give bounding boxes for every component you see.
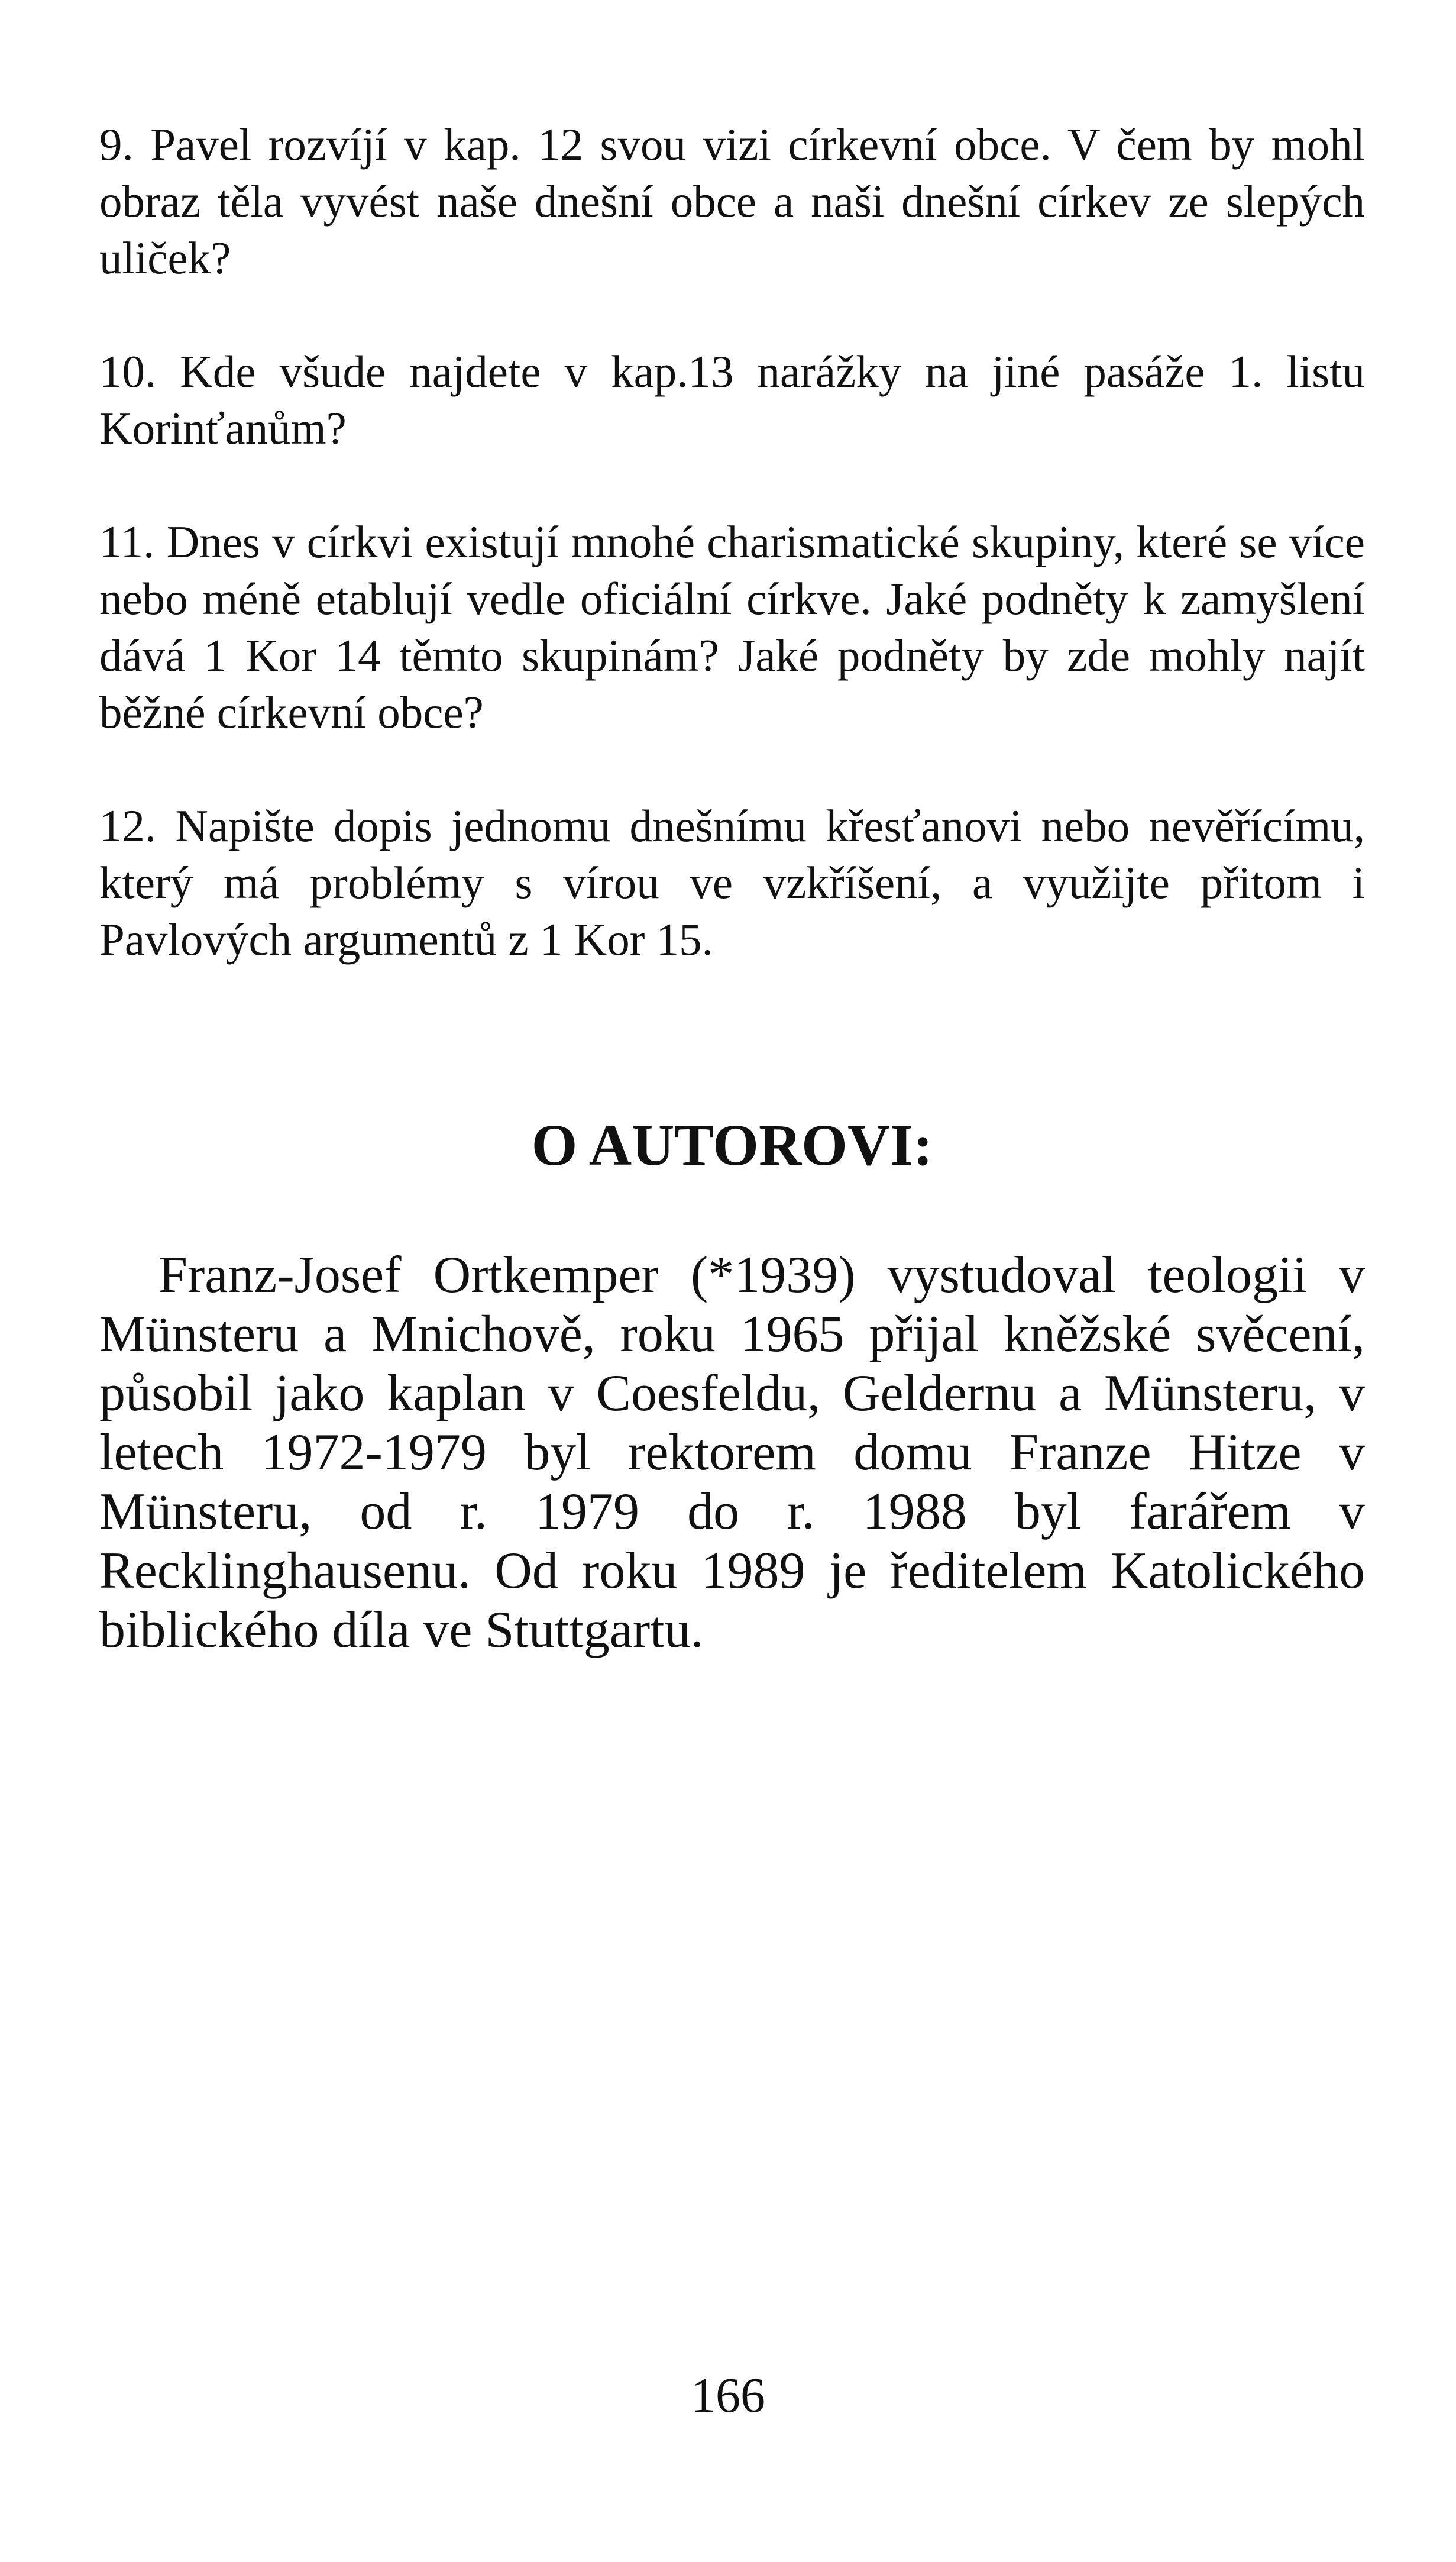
about-author-heading: O AUTOROVI: — [531, 1112, 933, 1178]
study-questions — [99, 116, 1365, 968]
question-9: 9. Pavel rozvíjí v kap. 12 svou vizi církevní obce. V čem by mohl obraz těla vyvést naše dnešní obce a naši dnešní církev ze slepých uliček? — [99, 119, 1365, 283]
question-12: 12. Napište dopis jednomu dnešnímu křesťanovi nebo nevěřícímu, který má problémy s vírou ve vzkříšení, a využijte přitom i Pavlových argumentů z 1 Kor 15. — [99, 800, 1365, 965]
book-page — [99, 116, 1365, 1659]
about-author-text: Franz-Josef Ortkemper (*1939) vystudoval teologii v Münsteru a Mnichově, roku 1965 přijal kněžské svěcení, působil jako kaplan v Coesfeldu, Geldernu a Münsteru, v letech 1972-1979 byl rektorem domu Franze Hitze v Münsteru, od r. 1979 do r. 1988 byl farářem v Recklinghausenu. Od roku 1989 je ředitelem Katolického biblického díla ve Stuttgartu. — [99, 1246, 1365, 1659]
question-11: 11. Dnes v církvi existují mnohé charismatické skupiny, které se více nebo méně etablují vedle oficiální církve. Jaké podněty k zamyšlení dává 1 Kor 14 těmto skupinám? Jaké podněty by zde mohly najít běžné církevní obce? — [99, 516, 1365, 738]
page-number: 166 — [691, 2368, 765, 2423]
question-10: 10. Kde všude najdete v kap.13 narážky na jiné pasáže 1. listu Korinťanům? — [99, 346, 1365, 454]
